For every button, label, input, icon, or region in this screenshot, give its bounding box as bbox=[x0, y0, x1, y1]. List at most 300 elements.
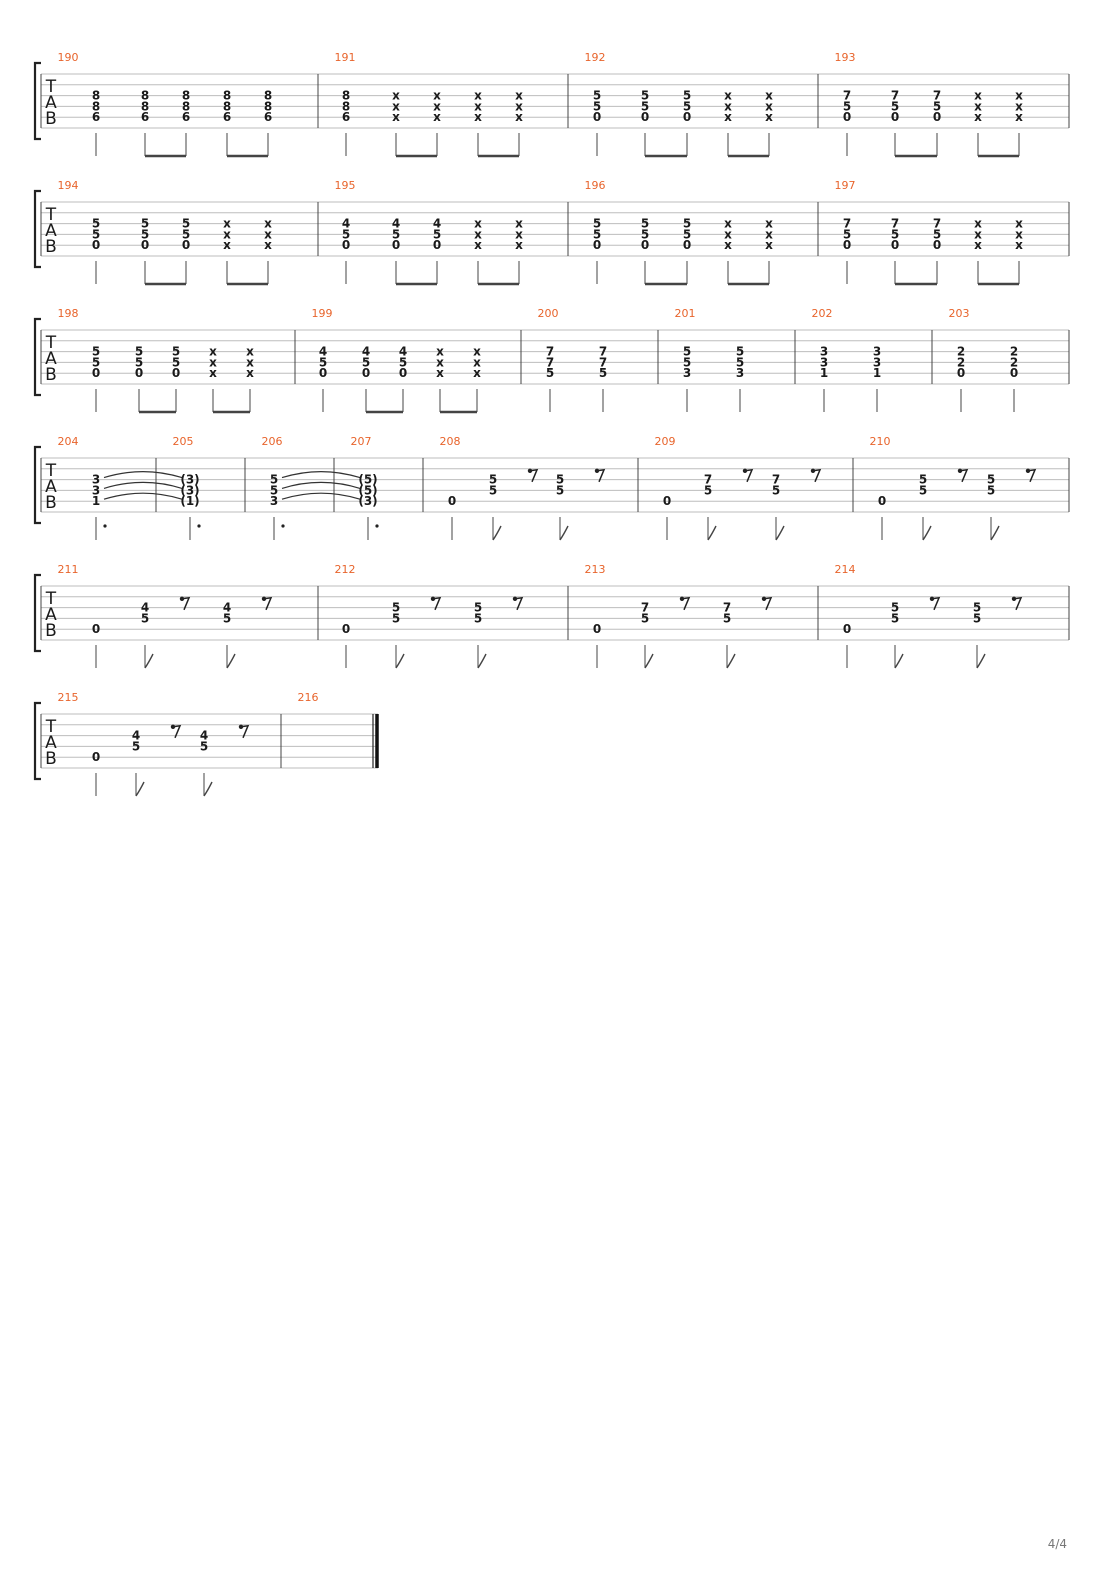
fret-number: x bbox=[246, 366, 254, 381]
measure bbox=[675, 307, 745, 412]
fret-number: 5 bbox=[181, 216, 191, 231]
note-flag bbox=[136, 782, 144, 796]
fret-number: 5 bbox=[361, 355, 371, 370]
note-flag bbox=[727, 654, 735, 668]
fret-number: 4 bbox=[131, 728, 141, 743]
tab-system bbox=[35, 307, 1069, 412]
system-bracket bbox=[35, 319, 41, 395]
fret-number: 5 bbox=[722, 611, 732, 626]
fret-number: 5 bbox=[771, 483, 781, 498]
fret-number: x bbox=[1015, 88, 1023, 103]
fret-number: 4 bbox=[398, 344, 408, 359]
tab-clef-letter: T bbox=[45, 205, 57, 225]
fret-number: 4 bbox=[432, 216, 442, 231]
tab-clef-letter: T bbox=[45, 717, 57, 737]
fret-number: 7 bbox=[722, 600, 732, 615]
fret-number: 5 bbox=[181, 227, 191, 242]
fret-number: x bbox=[515, 110, 523, 125]
tie-arc bbox=[104, 482, 182, 488]
fret-number: 0 bbox=[1009, 366, 1019, 381]
page-number: 4/4 bbox=[1047, 1537, 1067, 1551]
tab-clef-letter: B bbox=[45, 365, 57, 385]
fret-number: 5 bbox=[134, 344, 144, 359]
measure-number: 210 bbox=[869, 435, 891, 448]
fret-number: 4 bbox=[361, 344, 371, 359]
note-flag bbox=[560, 526, 568, 540]
fret-number: x bbox=[765, 238, 773, 253]
fret-number: x bbox=[1015, 99, 1023, 114]
fret-number: x bbox=[433, 99, 441, 114]
fret-number: 5 bbox=[986, 472, 996, 487]
fret-number: (5) bbox=[358, 472, 378, 487]
fret-number: 5 bbox=[555, 483, 565, 498]
tab-clef-letter: B bbox=[45, 621, 57, 641]
fret-number: x bbox=[246, 344, 254, 359]
fret-number: 8 bbox=[341, 99, 351, 114]
dot bbox=[197, 524, 200, 527]
measure-number: 213 bbox=[584, 563, 606, 576]
fret-number: 0 bbox=[391, 238, 401, 253]
note-flag bbox=[991, 526, 999, 540]
fret-number: 5 bbox=[592, 227, 602, 242]
fret-number: 5 bbox=[391, 600, 401, 615]
tab-clef-letter: A bbox=[45, 221, 57, 241]
fret-number: 0 bbox=[181, 238, 191, 253]
fret-number: 5 bbox=[682, 216, 692, 231]
fret-number: 0 bbox=[932, 238, 942, 253]
fret-number: x bbox=[209, 355, 217, 370]
fret-number: 8 bbox=[140, 88, 150, 103]
fret-number: x bbox=[974, 99, 982, 114]
tab-clef-letter: A bbox=[45, 93, 57, 113]
measure bbox=[58, 179, 273, 284]
fret-number: 0 bbox=[842, 110, 852, 125]
fret-number: 8 bbox=[263, 88, 273, 103]
fret-number: 5 bbox=[545, 366, 555, 381]
fret-number: 0 bbox=[682, 238, 692, 253]
fret-number: x bbox=[392, 88, 400, 103]
measure-number: 198 bbox=[57, 307, 79, 320]
tab-clef-letter: A bbox=[45, 733, 57, 753]
fret-number: 0 bbox=[134, 366, 144, 381]
fret-number: 5 bbox=[432, 227, 442, 242]
measure bbox=[335, 51, 524, 156]
fret-number: 5 bbox=[640, 88, 650, 103]
fret-number: x bbox=[974, 227, 982, 242]
fret-number: x bbox=[473, 366, 481, 381]
fret-number: 5 bbox=[488, 483, 498, 498]
tab-clef-letter: T bbox=[45, 589, 57, 609]
measure-number: 195 bbox=[334, 179, 356, 192]
fret-number: x bbox=[264, 227, 272, 242]
note-flag bbox=[396, 654, 404, 668]
fret-number: x bbox=[1015, 216, 1023, 231]
fret-number: 7 bbox=[932, 216, 942, 231]
fret-number: x bbox=[209, 344, 217, 359]
fret-number: 3 bbox=[91, 472, 101, 487]
fret-number: 4 bbox=[318, 344, 328, 359]
tie-arc bbox=[104, 472, 182, 478]
fret-number: 0 bbox=[171, 366, 181, 381]
fret-number: 3 bbox=[819, 355, 829, 370]
measure-number: 194 bbox=[57, 179, 79, 192]
fret-number: 0 bbox=[877, 494, 887, 509]
fret-number: 5 bbox=[140, 611, 150, 626]
fret-number: 5 bbox=[391, 227, 401, 242]
fret-number: x bbox=[974, 110, 982, 125]
tab-system bbox=[35, 51, 1069, 156]
fret-number: 6 bbox=[263, 110, 273, 125]
measure bbox=[812, 307, 882, 412]
fret-number: x bbox=[765, 88, 773, 103]
tie-arc bbox=[282, 472, 360, 478]
fret-number: 7 bbox=[771, 472, 781, 487]
fret-number: x bbox=[765, 216, 773, 231]
fret-number: 1 bbox=[819, 366, 829, 381]
fret-number: 5 bbox=[890, 600, 900, 615]
fret-number: 8 bbox=[222, 99, 232, 114]
fret-number: 3 bbox=[819, 344, 829, 359]
measure bbox=[440, 435, 605, 540]
fret-number: x bbox=[392, 99, 400, 114]
fret-number: x bbox=[223, 216, 231, 231]
fret-number: 8 bbox=[91, 88, 101, 103]
fret-number: x bbox=[433, 110, 441, 125]
fret-number: 5 bbox=[842, 99, 852, 114]
fret-number: 5 bbox=[391, 611, 401, 626]
fret-number: 5 bbox=[171, 355, 181, 370]
fret-number: 8 bbox=[140, 99, 150, 114]
fret-number: 4 bbox=[391, 216, 401, 231]
fret-number: 8 bbox=[181, 88, 191, 103]
system-bracket bbox=[35, 191, 41, 267]
fret-number: 3 bbox=[682, 366, 692, 381]
fret-number: 5 bbox=[473, 611, 483, 626]
fret-number: 5 bbox=[598, 366, 608, 381]
fret-number: 5 bbox=[140, 227, 150, 242]
fret-number: 6 bbox=[341, 110, 351, 125]
fret-number: x bbox=[1015, 110, 1023, 125]
tab-system bbox=[35, 179, 1069, 284]
fret-number: 3 bbox=[872, 355, 882, 370]
tab-clef-letter: A bbox=[45, 605, 57, 625]
measure-number: 201 bbox=[674, 307, 696, 320]
fret-number: x bbox=[436, 355, 444, 370]
measure-number: 191 bbox=[334, 51, 356, 64]
fret-number: x bbox=[223, 238, 231, 253]
fret-number: 7 bbox=[890, 216, 900, 231]
fret-number: 6 bbox=[91, 110, 101, 125]
fret-number: x bbox=[974, 216, 982, 231]
fret-number: x bbox=[515, 88, 523, 103]
fret-number: 0 bbox=[842, 238, 852, 253]
fret-number: 5 bbox=[682, 355, 692, 370]
fret-number: x bbox=[474, 99, 482, 114]
fret-number: x bbox=[974, 238, 982, 253]
measure bbox=[949, 307, 1019, 412]
fret-number: 5 bbox=[890, 99, 900, 114]
fret-number: 0 bbox=[592, 110, 602, 125]
fret-number: 5 bbox=[682, 88, 692, 103]
fret-number: (3) bbox=[180, 483, 200, 498]
tie-arc bbox=[282, 493, 360, 499]
measure bbox=[835, 179, 1024, 284]
note-flag bbox=[478, 654, 486, 668]
fret-number: 4 bbox=[140, 600, 150, 615]
fret-number: x bbox=[246, 355, 254, 370]
fret-number: x bbox=[724, 216, 732, 231]
fret-number: 5 bbox=[932, 227, 942, 242]
fret-number: 0 bbox=[640, 238, 650, 253]
fret-number: x bbox=[515, 216, 523, 231]
measure bbox=[298, 691, 319, 704]
measure bbox=[58, 307, 255, 412]
fret-number: 5 bbox=[555, 472, 565, 487]
fret-number: 5 bbox=[473, 600, 483, 615]
fret-number: x bbox=[474, 110, 482, 125]
fret-number: 4 bbox=[199, 728, 209, 743]
fret-number: x bbox=[1015, 227, 1023, 242]
fret-number: 0 bbox=[341, 238, 351, 253]
fret-number: 5 bbox=[398, 355, 408, 370]
fret-number: 7 bbox=[640, 600, 650, 615]
measure bbox=[312, 307, 482, 412]
measure-number: 202 bbox=[811, 307, 833, 320]
fret-number: 5 bbox=[972, 611, 982, 626]
fret-number: 5 bbox=[131, 739, 141, 754]
fret-number: (1) bbox=[180, 494, 200, 509]
tab-clef-letter: T bbox=[45, 77, 57, 97]
fret-number: 0 bbox=[842, 622, 852, 637]
fret-number: 2 bbox=[1009, 344, 1019, 359]
fret-number: 5 bbox=[199, 739, 209, 754]
measure-number: 215 bbox=[57, 691, 79, 704]
fret-number: 5 bbox=[592, 216, 602, 231]
dot bbox=[103, 524, 106, 527]
fret-number: 3 bbox=[269, 494, 279, 509]
fret-number: 6 bbox=[140, 110, 150, 125]
fret-number: 5 bbox=[640, 216, 650, 231]
fret-number: 7 bbox=[842, 88, 852, 103]
fret-number: 0 bbox=[361, 366, 371, 381]
measure bbox=[58, 563, 272, 668]
fret-number: 5 bbox=[986, 483, 996, 498]
fret-number: 5 bbox=[735, 355, 745, 370]
system-bracket bbox=[35, 63, 41, 139]
fret-number: (3) bbox=[180, 472, 200, 487]
fret-number: 0 bbox=[662, 494, 672, 509]
fret-number: 5 bbox=[318, 355, 328, 370]
measure-number: 205 bbox=[172, 435, 194, 448]
fret-number: 5 bbox=[91, 216, 101, 231]
system-bracket bbox=[35, 447, 41, 523]
fret-number: 5 bbox=[91, 227, 101, 242]
fret-number: 5 bbox=[932, 99, 942, 114]
fret-number: x bbox=[765, 227, 773, 242]
fret-number: 5 bbox=[640, 227, 650, 242]
fret-number: 3 bbox=[735, 366, 745, 381]
fret-number: x bbox=[765, 99, 773, 114]
fret-number: 7 bbox=[703, 472, 713, 487]
fret-number: 5 bbox=[682, 227, 692, 242]
fret-number: 0 bbox=[341, 622, 351, 637]
fret-number: 0 bbox=[91, 366, 101, 381]
measure-number: 207 bbox=[350, 435, 372, 448]
fret-number: 5 bbox=[972, 600, 982, 615]
fret-number: x bbox=[515, 99, 523, 114]
measure-number: 193 bbox=[834, 51, 856, 64]
fret-number: 5 bbox=[171, 344, 181, 359]
fret-number: (3) bbox=[358, 494, 378, 509]
measure-number: 199 bbox=[311, 307, 333, 320]
fret-number: 1 bbox=[91, 494, 101, 509]
fret-number: 5 bbox=[140, 216, 150, 231]
fret-number: 0 bbox=[956, 366, 966, 381]
measure-number: 214 bbox=[834, 563, 856, 576]
fret-number: 5 bbox=[269, 472, 279, 487]
measure bbox=[335, 179, 524, 284]
fret-number: x bbox=[474, 88, 482, 103]
fret-number: x bbox=[473, 355, 481, 370]
measure bbox=[585, 563, 772, 668]
fret-number: x bbox=[474, 216, 482, 231]
fret-number: 0 bbox=[447, 494, 457, 509]
fret-number: 0 bbox=[318, 366, 328, 381]
fret-number: 7 bbox=[890, 88, 900, 103]
measure-number: 192 bbox=[584, 51, 606, 64]
fret-number: 5 bbox=[592, 88, 602, 103]
fret-number: 6 bbox=[222, 110, 232, 125]
measure-number: 209 bbox=[654, 435, 676, 448]
fret-number: 7 bbox=[598, 344, 608, 359]
measure bbox=[585, 179, 774, 284]
fret-number: 5 bbox=[890, 227, 900, 242]
fret-number: x bbox=[392, 110, 400, 125]
measure-number: 196 bbox=[584, 179, 606, 192]
fret-number: 7 bbox=[932, 88, 942, 103]
system-bracket bbox=[35, 575, 41, 651]
fret-number: 0 bbox=[890, 238, 900, 253]
tab-clef-letter: B bbox=[45, 237, 57, 257]
tab-clef-letter: B bbox=[45, 493, 57, 513]
fret-number: x bbox=[724, 88, 732, 103]
fret-number: 0 bbox=[932, 110, 942, 125]
fret-number: x bbox=[474, 227, 482, 242]
tab-clef-letter: A bbox=[45, 477, 57, 497]
fret-number: 5 bbox=[222, 611, 232, 626]
measure bbox=[585, 51, 774, 156]
measure bbox=[870, 435, 1036, 540]
tab-system bbox=[35, 691, 378, 796]
tab-system bbox=[35, 563, 1069, 668]
fret-number: 8 bbox=[181, 99, 191, 114]
fret-number: 5 bbox=[682, 344, 692, 359]
fret-number: x bbox=[209, 366, 217, 381]
fret-number: 5 bbox=[735, 344, 745, 359]
fret-number: 5 bbox=[890, 611, 900, 626]
fret-number: 3 bbox=[91, 483, 101, 498]
fret-number: 5 bbox=[134, 355, 144, 370]
fret-number: 2 bbox=[956, 355, 966, 370]
fret-number: 1 bbox=[872, 366, 882, 381]
note-flag bbox=[708, 526, 716, 540]
fret-number: 0 bbox=[682, 110, 692, 125]
fret-number: 6 bbox=[181, 110, 191, 125]
fret-number: 5 bbox=[918, 483, 928, 498]
fret-number: 5 bbox=[640, 611, 650, 626]
fret-number: 0 bbox=[890, 110, 900, 125]
fret-number: x bbox=[436, 344, 444, 359]
fret-number: 2 bbox=[956, 344, 966, 359]
tab-system bbox=[35, 435, 1069, 540]
fret-number: 5 bbox=[269, 483, 279, 498]
note-flag bbox=[776, 526, 784, 540]
tab-clef-letter: B bbox=[45, 109, 57, 129]
note-flag bbox=[493, 526, 501, 540]
fret-number: 0 bbox=[592, 622, 602, 637]
measure bbox=[835, 563, 1022, 668]
fret-number: x bbox=[264, 216, 272, 231]
fret-number: x bbox=[724, 99, 732, 114]
fret-number: 5 bbox=[682, 99, 692, 114]
dot bbox=[375, 524, 378, 527]
fret-number: 8 bbox=[341, 88, 351, 103]
fret-number: 5 bbox=[918, 472, 928, 487]
fret-number: x bbox=[724, 227, 732, 242]
note-flag bbox=[645, 654, 653, 668]
measure-number: 208 bbox=[439, 435, 461, 448]
note-flag bbox=[895, 654, 903, 668]
measure bbox=[655, 435, 821, 540]
fret-number: 7 bbox=[545, 344, 555, 359]
fret-number: x bbox=[1015, 238, 1023, 253]
measure-number: 203 bbox=[948, 307, 970, 320]
fret-number: 4 bbox=[222, 600, 232, 615]
note-flag bbox=[145, 654, 153, 668]
fret-number: 5 bbox=[488, 472, 498, 487]
fret-number: 8 bbox=[263, 99, 273, 114]
measure bbox=[58, 691, 249, 796]
fret-number: 0 bbox=[91, 238, 101, 253]
measure-number: 216 bbox=[297, 691, 319, 704]
fret-number: 5 bbox=[703, 483, 713, 498]
fret-number: 5 bbox=[341, 227, 351, 242]
fret-number: 5 bbox=[640, 99, 650, 114]
measure bbox=[835, 51, 1024, 156]
fret-number: 0 bbox=[91, 750, 101, 765]
note-flag bbox=[204, 782, 212, 796]
fret-number: 0 bbox=[91, 622, 101, 637]
measure bbox=[58, 51, 273, 156]
fret-number: x bbox=[765, 110, 773, 125]
measure bbox=[58, 435, 183, 540]
measure-number: 204 bbox=[57, 435, 79, 448]
tie-arc bbox=[104, 493, 182, 499]
note-flag bbox=[923, 526, 931, 540]
fret-number: x bbox=[724, 238, 732, 253]
measure-number: 190 bbox=[57, 51, 79, 64]
fret-number: x bbox=[433, 88, 441, 103]
fret-number: 7 bbox=[545, 355, 555, 370]
fret-number: x bbox=[515, 238, 523, 253]
fret-number: 4 bbox=[341, 216, 351, 231]
note-flag bbox=[227, 654, 235, 668]
fret-number: x bbox=[264, 238, 272, 253]
fret-number: (5) bbox=[358, 483, 378, 498]
fret-number: 5 bbox=[91, 355, 101, 370]
fret-number: x bbox=[515, 227, 523, 242]
measure bbox=[335, 563, 523, 668]
